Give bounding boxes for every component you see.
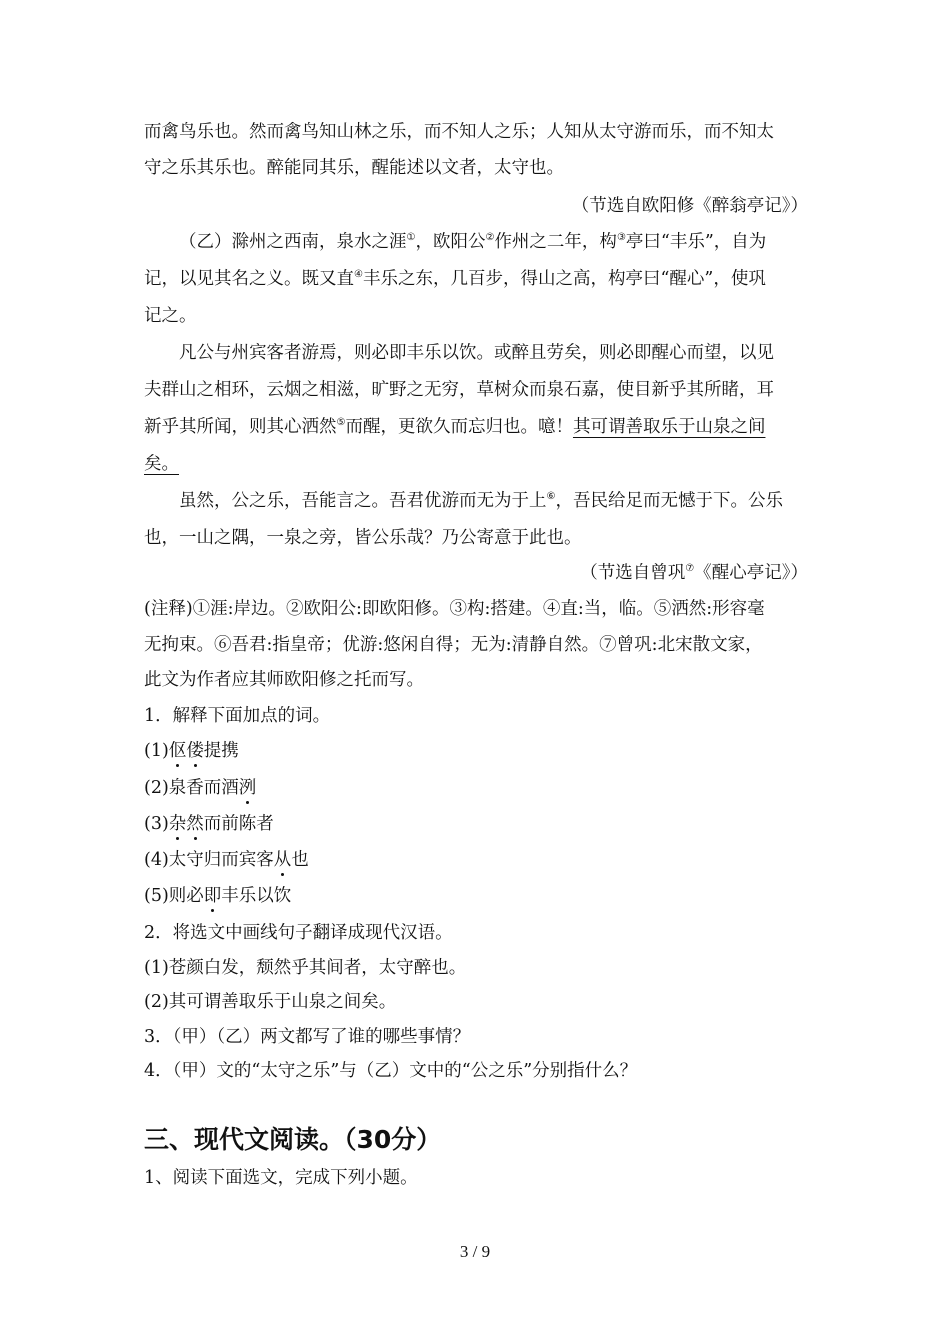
passage-jia-source: （节选自欧阳修《醉翁亭记》） — [571, 196, 808, 216]
question-1-item — [144, 885, 808, 907]
passage-yi-line: 凡公与州宾客者游焉，则必即丰乐以饮。或醉且劳矣，则必即醒心而望，以见 — [179, 343, 774, 363]
question-3: 3．（甲）（乙）两文都写了谁的哪些事情？ — [144, 1027, 471, 1047]
text: 《醒心亭记》） — [694, 563, 808, 583]
dotted-char: 从 — [273, 850, 292, 870]
dotted-char: 杂 — [168, 814, 187, 834]
footnote-mark: ④ — [354, 269, 363, 281]
text: （节选自曾巩 — [580, 563, 686, 583]
text: 提携 — [203, 741, 239, 761]
passage-yi-line — [179, 490, 808, 512]
passage-yi-line — [144, 268, 808, 290]
dotted-char: 伛 — [168, 741, 187, 761]
passage-jia-line: 守之乐其乐也。醉能同其乐，醒能述以文者，太守也。 — [144, 158, 564, 178]
text: ，吾民给足而无憾于下。公乐 — [555, 491, 783, 511]
footnote-mark: ① — [406, 232, 416, 244]
text: 丰乐之东，几百步，得山之高，构亭曰“醒心”，使巩 — [362, 269, 766, 289]
passage-yi-line — [144, 453, 808, 475]
footnote-mark: ② — [485, 232, 495, 244]
page-number: 3 / 9 — [459, 1242, 491, 1261]
dotted-char: 然 — [186, 814, 204, 834]
dotted-char: 偻 — [186, 741, 204, 761]
footnote-mark: ⑦ — [685, 563, 695, 575]
question-1-item — [144, 849, 808, 871]
dotted-char: 即 — [203, 886, 222, 906]
text: (3) — [144, 814, 169, 834]
passage-yi-line: 记之。 — [144, 306, 197, 326]
question-1-item — [144, 740, 808, 762]
passage-yi-line — [144, 416, 808, 438]
passage-yi-line: 夫群山之相环，云烟之相滋，旷野之无穷，草树众而泉石嘉，使目新乎其所睹，耳 — [144, 380, 774, 400]
text: 丰乐以饮 — [221, 886, 292, 906]
notes-line: 此文为作者应其师欧阳修之托而写。 — [144, 670, 424, 690]
text: (4)太守归而宾客 — [144, 850, 274, 870]
section-heading: 三、现代文阅读。（30分） — [144, 1125, 442, 1154]
footnote-mark: ⑥ — [546, 491, 556, 503]
text: 而醒，更欲久而忘归也。噫！ — [345, 417, 573, 437]
passage-yi-source — [580, 562, 808, 584]
footnote-mark: ⑤ — [336, 417, 346, 429]
question-4: 4．（甲）文的“太守之乐”与（乙）文中的“公之乐”分别指什么？ — [144, 1061, 638, 1081]
question-2: 2．将选文中画线句子翻译成现代汉语。 — [144, 923, 453, 943]
notes-line: (注释)①涯:岸边。②欧阳公:即欧阳修。③构:搭建。④直:当，临。⑤洒然:形容毫 — [144, 599, 765, 619]
section-intro: 1、阅读下面选文，完成下列小题。 — [144, 1168, 418, 1188]
text: (2)泉香而酒 — [144, 778, 239, 798]
text: （乙）滁州之西南，泉水之涯 — [179, 232, 407, 252]
question-2-item: (2)其可谓善取乐于山泉之间矣。 — [144, 992, 397, 1012]
text: (5)则必 — [144, 886, 204, 906]
text: (1) — [144, 741, 169, 761]
text: 虽然，公之乐，吾能言之。吾君优游而无为于上 — [179, 491, 547, 511]
text: 而前陈者 — [203, 814, 274, 834]
notes-line: 无拘束。⑥吾君:指皇帝；优游:悠闲自得；无为:清静自然。⑦曾巩:北宋散文家， — [144, 635, 763, 655]
passage-yi-line: 也，一山之隅，一泉之旁，皆公乐哉？乃公寄意于此也。 — [144, 528, 582, 548]
passage-yi-line — [179, 231, 808, 253]
text: 记，以见其名之义。既又直 — [144, 269, 354, 289]
text: 作州之二年，构 — [494, 232, 617, 252]
passage-jia-line: 而禽鸟乐也。然而禽鸟知山林之乐，而不知人之乐；人知从太守游而乐，而不知太 — [144, 122, 774, 142]
text: 也 — [291, 850, 309, 870]
footnote-mark: ③ — [616, 232, 626, 244]
dotted-char: 洌 — [238, 778, 257, 798]
text: 新乎其所闻，则其心洒然 — [144, 417, 337, 437]
text: ，欧阳公 — [415, 232, 486, 252]
underlined-sentence: 其可谓善取乐于山泉之间 — [572, 417, 766, 437]
question-1-item — [144, 813, 808, 835]
question-1-item — [144, 777, 808, 799]
underlined-sentence: 矣。 — [144, 454, 179, 474]
question-2-item: (1)苍颜白发，颓然乎其间者，太守醉也。 — [144, 958, 467, 978]
question-1: 1．解释下面加点的词。 — [144, 706, 331, 726]
text: 亭曰“丰乐”，自为 — [625, 232, 767, 252]
